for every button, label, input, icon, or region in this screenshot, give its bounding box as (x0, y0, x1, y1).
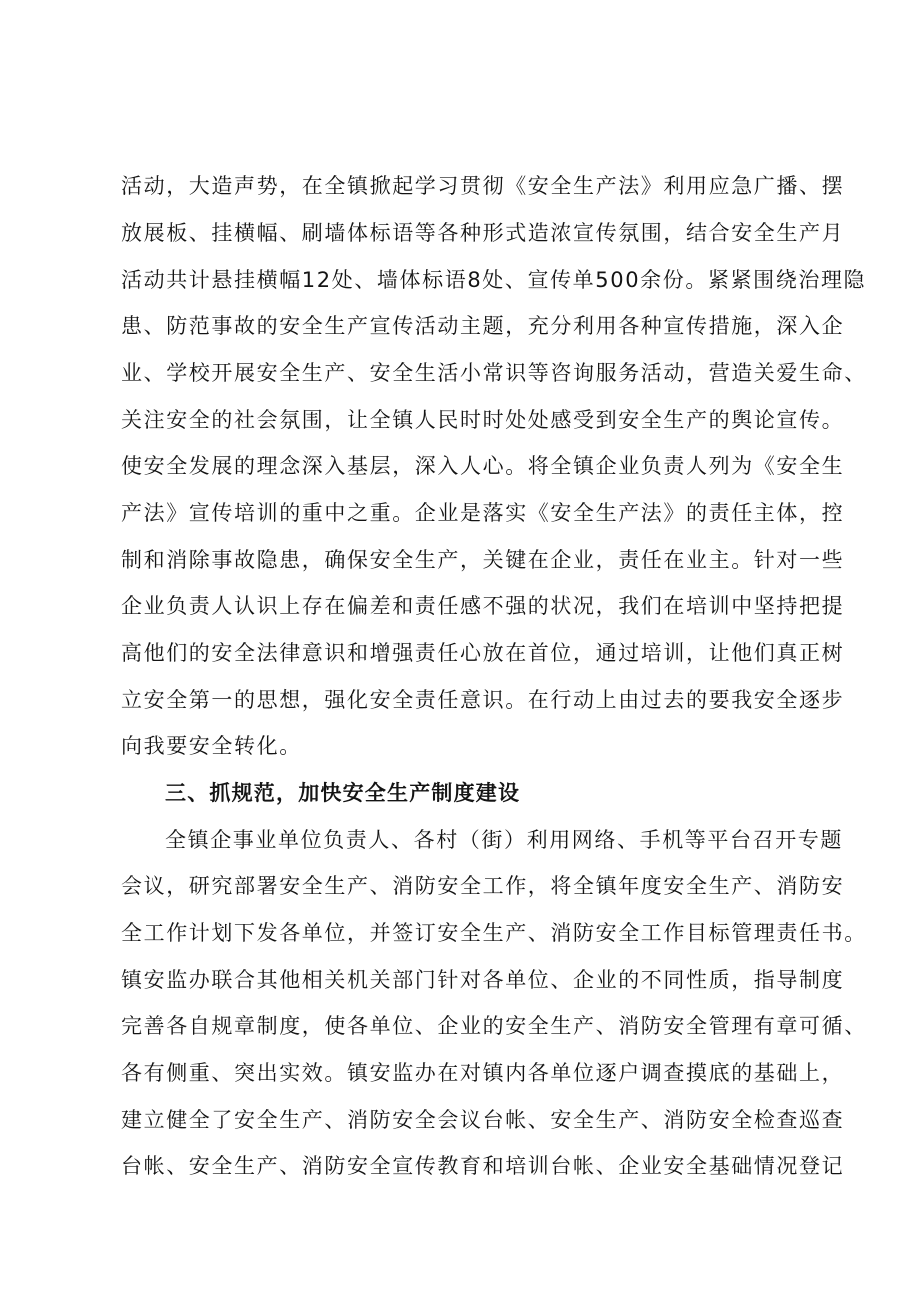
paragraph-2-line-7: 建立健全了安全生产、消防安全会议台帐、安全生产、消防安全检查巡查 (121, 1108, 845, 1132)
paragraph-1-line-4: 患、防范事故的安全生产宣传活动主题，充分利用各种宣传措施，深入企 (121, 314, 845, 338)
paragraph-1-line-12: 立安全第一的思想，强化安全责任意识。在行动上由过去的要我安全逐步 (121, 688, 845, 712)
paragraph-1-line-3: 活动共计悬挂横幅12处、墙体标语8处、宣传单500余份。紧紧围绕治理隐 (121, 268, 867, 292)
paragraph-2-line-2: 会议，研究部署安全生产、消防安全工作，将全镇年度安全生产、消防安 (121, 874, 845, 898)
section-heading: 三、抓规范，加快安全生产制度建设 (165, 781, 521, 805)
paragraph-1-line-2: 放展板、挂横幅、刷墙体标语等各种形式造浓宣传氛围，结合安全生产月 (121, 221, 845, 245)
paragraph-1-line-6: 关注安全的社会氛围，让全镇人民时时处处感受到安全生产的舆论宣传。 (121, 408, 845, 432)
paragraph-1-line-11: 高他们的安全法律意识和增强责任心放在首位，通过培训，让他们真正树 (121, 641, 845, 665)
paragraph-2-line-1: 全镇企事业单位负责人、各村（街）利用网络、手机等平台召开专题 (165, 828, 843, 852)
paragraph-2-line-8: 台帐、安全生产、消防安全宣传教育和培训台帐、企业安全基础情况登记 (121, 1154, 845, 1178)
paragraph-2-line-3: 全工作计划下发各单位，并签订安全生产、消防安全工作目标管理责任书。 (121, 921, 867, 945)
paragraph-2-line-5: 完善各自规章制度，使各单位、企业的安全生产、消防安全管理有章可循、 (121, 1014, 867, 1038)
paragraph-1-line-8: 产法》宣传培训的重中之重。企业是落实《安全生产法》的责任主体，控 (121, 501, 845, 525)
paragraph-1-line-1: 活动，大造声势，在全镇掀起学习贯彻《安全生产法》利用应急广播、摆 (121, 174, 845, 198)
paragraph-2-line-6: 各有侧重、突出实效。镇安监办在对镇内各单位逐户调查摸底的基础上， (121, 1061, 845, 1085)
paragraph-2-line-4: 镇安监办联合其他相关机关部门针对各单位、企业的不同性质，指导制度 (121, 968, 845, 992)
paragraph-1-line-5: 业、学校开展安全生产、安全生活小常识等咨询服务活动，营造关爱生命、 (121, 361, 867, 385)
paragraph-1-line-13: 向我要安全转化。 (121, 734, 302, 758)
paragraph-1-line-10: 企业负责人认识上存在偏差和责任感不强的状况，我们在培训中坚持把提 (121, 594, 845, 618)
paragraph-1-line-7: 使安全发展的理念深入基层，深入人心。将全镇企业负责人列为《安全生 (121, 454, 845, 478)
paragraph-1-line-9: 制和消除事故隐患，确保安全生产，关键在企业，责任在业主。针对一些 (121, 548, 845, 572)
